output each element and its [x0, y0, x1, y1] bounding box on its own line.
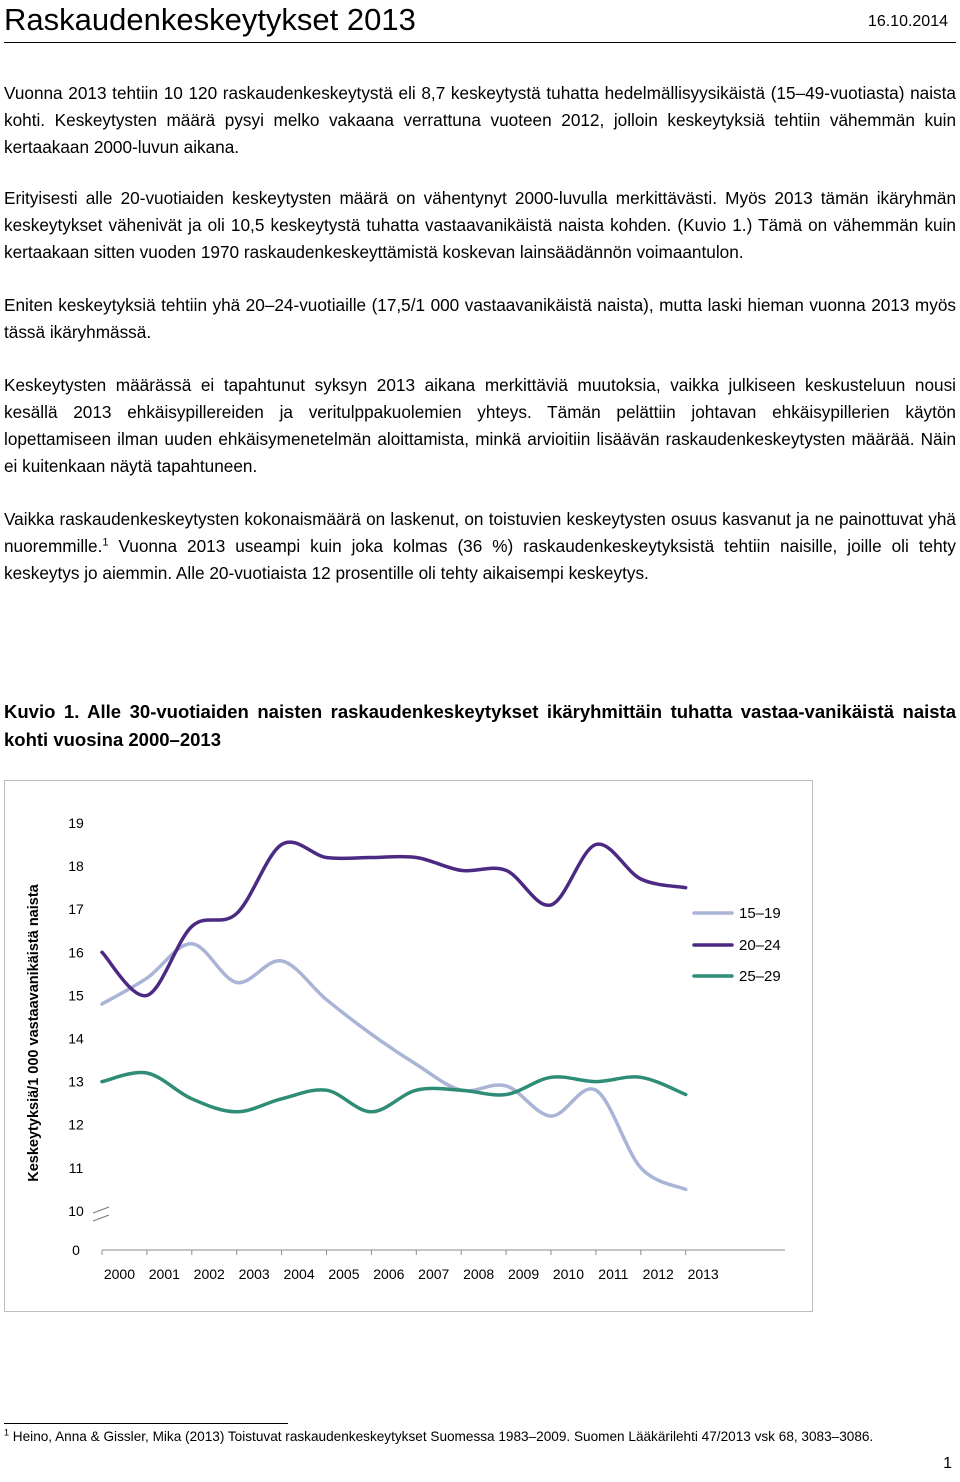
series-line-1	[102, 944, 686, 1190]
page-header	[4, 2, 956, 42]
footnote-mark: 1	[4, 1427, 10, 1438]
legend-label-2: 20–24	[739, 937, 781, 954]
footnote-rule	[4, 1423, 288, 1424]
page-number: 1	[943, 1455, 952, 1472]
figure-caption: Kuvio 1. Alle 30-vuotiaiden naisten raskaudenkeskeytykset ikäryhmittäin tuhatta vastaa-vanikäistä naista kohti vuosina 2000–2013	[4, 701, 956, 750]
paragraph-4: Keskeytysten määrässä ei tapahtunut syksyn 2013 aikana merkittäviä muutoksia, vaikka julkiseen keskusteluun nousi kesällä 2013 ehkäisypillereiden ja veritulppakuolemien yhteys. Tämän pelättiin johtavan ehkäisypillerien käytön lopettamiseen ilman uuden ehkäisymenetelmän aloittamista, minkä arvioitiin lisäävän raskaudenkeskeytysten määrää. Näin ei kuitenkaan näytä tapahtuneen.	[4, 375, 956, 476]
header-rule	[4, 42, 956, 43]
y-tick-label: 18	[68, 858, 84, 875]
x-tick-label: 2001	[148, 1266, 180, 1282]
legend-label-1: 15–19	[739, 905, 781, 922]
y-tick-label: 11	[68, 1159, 84, 1176]
x-tick-label: 2000	[103, 1266, 136, 1282]
y-axis-title: Keskeytyksiä/1 000 vastaavanikäistä naista	[26, 884, 42, 1182]
y-tick-label: 15	[68, 987, 84, 1004]
x-tick-label: 2003	[238, 1266, 270, 1282]
y-tick-label: 10	[68, 1202, 84, 1219]
footnote-reference[interactable]: 1	[102, 536, 109, 549]
paragraph-5	[4, 506, 956, 587]
y-tick-label: 12	[68, 1116, 84, 1133]
x-tick-label: 2005	[328, 1266, 360, 1282]
x-tick-label: 2011	[598, 1266, 629, 1282]
x-tick-label: 2006	[373, 1266, 405, 1282]
axis-break-mark	[93, 1215, 109, 1221]
y-tick-label: 17	[68, 901, 84, 918]
paragraph-2: Erityisesti alle 20-vuotiaiden keskeytysten määrä on vähentynyt 2000-luvulla merkittävästi. Myös 2013 tämän ikäryhmän keskeytykset vähenivät ja oli 10,5 keskeytystä tuhatta vastaavanikäistä naista kohden. (Kuvio 1.) Tämä on vähemmän kuin kertaakaan sitten vuoden 1970 raskaudenkeskeyttämistä koskevan lainsäädännön voimaantulon.	[4, 188, 956, 262]
legend-label-3: 25–29	[739, 968, 781, 985]
x-tick-label: 2012	[642, 1266, 674, 1282]
x-tick-label: 2007	[418, 1266, 450, 1282]
x-tick-label: 2002	[193, 1266, 225, 1282]
y-tick-label: 19	[68, 815, 84, 831]
x-tick-label: 2013	[687, 1266, 719, 1282]
axis-break-mark	[93, 1207, 109, 1213]
document-date: 16.10.2014	[867, 13, 948, 30]
x-tick-label: 2009	[507, 1266, 540, 1282]
y-tick-label: 13	[68, 1073, 84, 1090]
x-tick-label: 2010	[552, 1266, 585, 1282]
paragraph-5-part-1: Vaikka raskaudenkeskeytysten kokonaismäärä on laskenut, on toistuvien keskeytysten osuus kasvanut ja ne painottuvat yhä nuoremmille.	[4, 509, 956, 556]
paragraph-5-part-2: Vuonna 2013 useampi kuin joka kolmas (36 %) raskaudenkeskeytyksistä tehtiin naisille, joille oli tehty keskeytys jo aiemmin. Alle 20-vuotiaista 12 prosentille oli tehty aikaisempi keskeytys.	[4, 536, 956, 583]
x-tick-label: 2008	[463, 1266, 495, 1282]
document-title: Raskaudenkeskeytykset 2013	[4, 2, 416, 37]
chart-frame	[4, 780, 813, 1312]
line-chart	[5, 781, 814, 1313]
paragraph-3: Eniten keskeytyksiä tehtiin yhä 20–24-vuotiaille (17,5/1 000 vastaavanikäistä naista), mutta laski hieman vuonna 2013 myös tässä ikäryhmässä.	[4, 295, 956, 342]
y-tick-label: 16	[68, 944, 84, 961]
footnote	[4, 1428, 944, 1446]
body-text	[4, 80, 956, 613]
x-tick-label: 2004	[283, 1266, 315, 1282]
paragraph-1: Vuonna 2013 tehtiin 10 120 raskaudenkeskeytystä eli 8,7 keskeytystä tuhatta hedelmällisyysikäistä (15–49-vuotiasta) naista kohti. Keskeytysten määrä pysyi melko vakaana verrattuna vuoteen 2012, jolloin keskeytyksiä tehtiin vähemmän kuin kertaakaan 2000-luvun aikana.	[4, 83, 956, 157]
series-line-2	[102, 842, 686, 996]
footnote-text: Heino, Anna & Gissler, Mika (2013) Toistuvat raskaudenkeskeytykset Suomessa 1983–2009. Suomen Lääkärilehti 47/2013 vsk 68, 3083–3086.	[9, 1429, 874, 1444]
y-tick-label-zero: 0	[72, 1242, 80, 1258]
y-tick-label: 14	[68, 1030, 84, 1047]
